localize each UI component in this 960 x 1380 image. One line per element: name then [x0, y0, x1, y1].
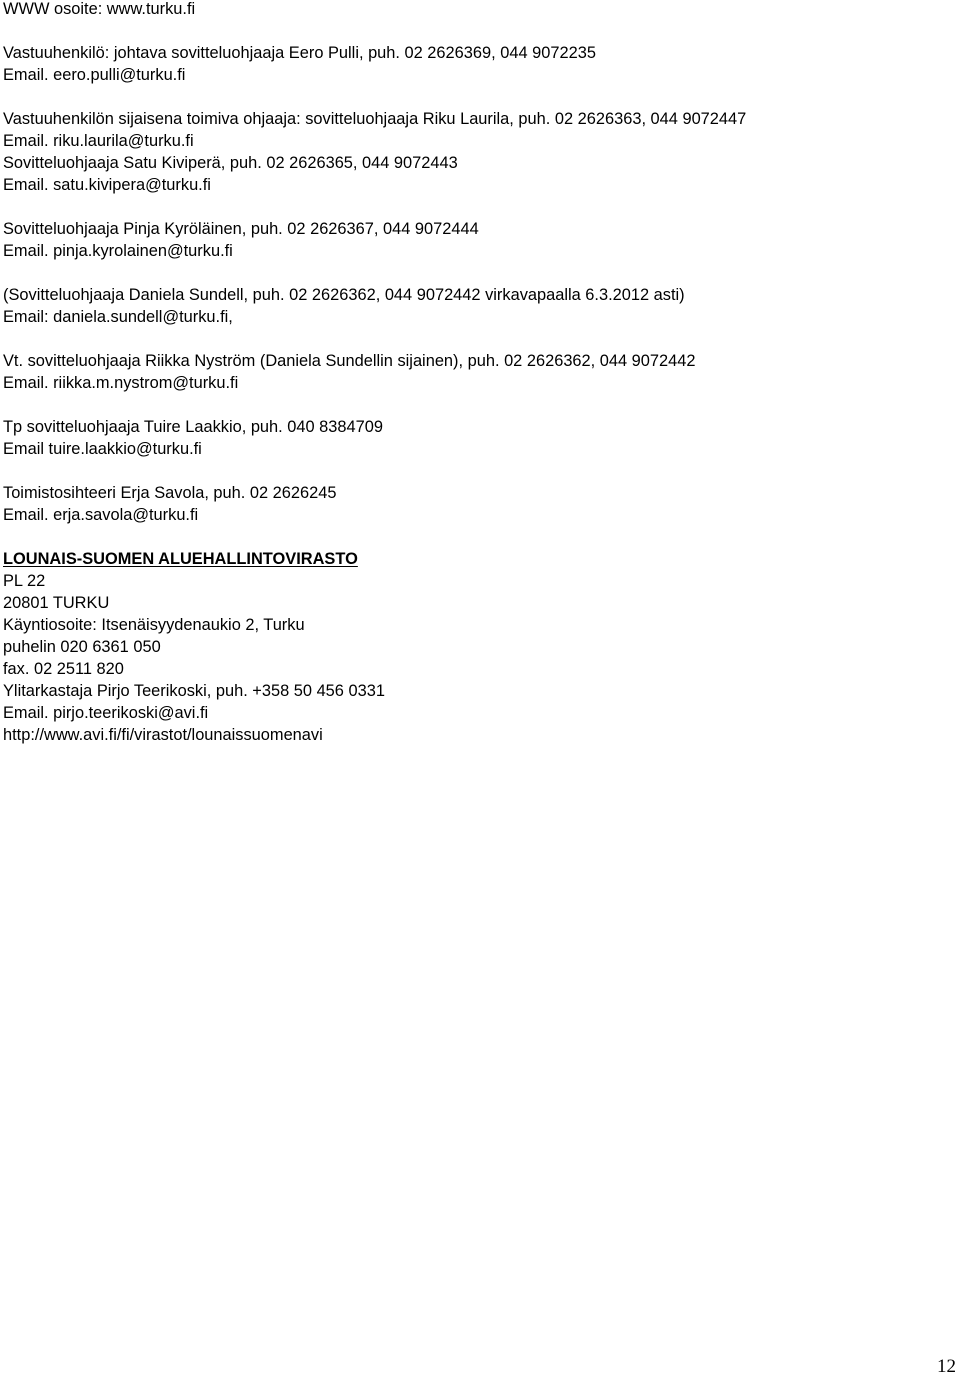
avi-inspector: Ylitarkastaja Pirjo Teerikoski, puh. +358 50 456 0331 [3, 682, 385, 700]
pinja-email-line: Email. pinja.kyrolainen@turku.fi [3, 242, 233, 260]
website-line: WWW osoite: www.turku.fi [3, 0, 196, 18]
daniela-email-line: Email: daniela.sundell@turku.fi, [3, 308, 233, 326]
riikka-email-line: Email. riikka.m.nystrom@turku.fi [3, 374, 239, 392]
page-number: 12 [937, 1356, 956, 1377]
pinja-line: Sovitteluohjaaja Pinja Kyröläinen, puh. 02 2626367, 044 9072444 [3, 220, 479, 238]
responsible-person-line: Vastuuhenkilö: johtava sovitteluohjaaja Eero Pulli, puh. 02 2626369, 044 9072235 [3, 44, 596, 62]
responsible-email-line: Email. eero.pulli@turku.fi [3, 66, 186, 84]
daniela-line: (Sovitteluohjaaja Daniela Sundell, puh. 02 2626362, 044 9072442 virkavapaalla 6.3.2012 asti) [3, 286, 685, 304]
avi-fax: fax. 02 2511 820 [3, 660, 124, 678]
avi-pobox: PL 22 [3, 572, 46, 590]
avi-visit-address: Käyntiosoite: Itsenäisyydenaukio 2, Turku [3, 616, 305, 634]
avi-postal: 20801 TURKU [3, 594, 110, 612]
avi-heading: LOUNAIS-SUOMEN ALUEHALLINTOVIRASTO [3, 550, 358, 568]
erja-line: Toimistosihteeri Erja Savola, puh. 02 2626245 [3, 484, 337, 502]
satu-line: Sovitteluohjaaja Satu Kiviperä, puh. 02 2626365, 044 9072443 [3, 154, 458, 172]
tuire-line: Tp sovitteluohjaaja Tuire Laakkio, puh. 040 8384709 [3, 418, 383, 436]
avi-phone: puhelin 020 6361 050 [3, 638, 161, 656]
avi-url: http://www.avi.fi/fi/virastot/lounaissuomenavi [3, 726, 323, 744]
deputy-email-line: Email. riku.laurila@turku.fi [3, 132, 194, 150]
avi-email: Email. pirjo.teerikoski@avi.fi [3, 704, 209, 722]
satu-email-line: Email. satu.kivipera@turku.fi [3, 176, 211, 194]
tuire-email-line: Email tuire.laakkio@turku.fi [3, 440, 202, 458]
erja-email-line: Email. erja.savola@turku.fi [3, 506, 199, 524]
riikka-line: Vt. sovitteluohjaaja Riikka Nyström (Daniela Sundellin sijainen), puh. 02 2626362, 044 9072442 [3, 352, 696, 370]
deputy-line: Vastuuhenkilön sijaisena toimiva ohjaaja: sovitteluohjaaja Riku Laurila, puh. 02 2626363, 044 9072447 [3, 110, 747, 128]
